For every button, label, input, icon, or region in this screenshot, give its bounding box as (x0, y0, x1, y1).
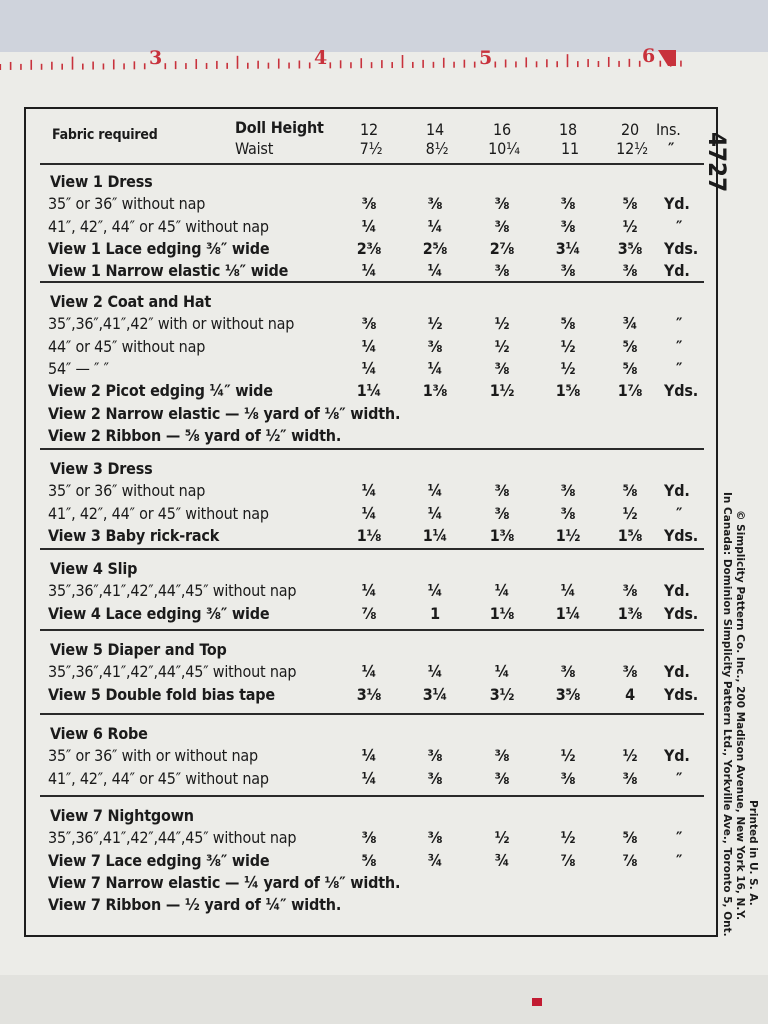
yardage-value: ⅜ (622, 581, 638, 601)
yardage-value: 1⅜ (422, 381, 448, 401)
yardage-value: 1⅝ (555, 381, 581, 401)
doll-height-value: 14 (426, 120, 444, 139)
yardage-unit: ″ (676, 768, 683, 788)
doll-height-value: 16 (493, 120, 511, 139)
tape-number: 5 (479, 47, 493, 69)
row-label: View 5 Double fold bias tape (48, 684, 275, 704)
yardage-value: 3¼ (422, 684, 448, 704)
yardage-unit: Yds. (664, 525, 698, 545)
yardage-value: ¼ (494, 662, 510, 682)
row-label: View 4 Lace edging ⅜″ wide (48, 603, 270, 623)
row-label: 41″, 42″, 44″ or 45″ without nap (48, 768, 269, 788)
yardage-value: ⅜ (494, 358, 510, 378)
row-label: View 2 Picot edging ¼″ wide (48, 381, 273, 401)
yardage-value: ⅜ (494, 194, 510, 214)
section-title: View 5 Diaper and Top (50, 640, 227, 659)
yardage-value: ¼ (361, 261, 377, 281)
row-label: View 2 Narrow elastic — ⅛ yard of ⅛″ width. (48, 403, 401, 423)
yardage-value: ⅝ (560, 314, 576, 334)
yardage-value: ½ (427, 314, 443, 334)
row-label: View 7 Lace edging ⅜″ wide (48, 850, 270, 870)
yardage-value: ⅜ (361, 314, 377, 334)
yardage-value: ⅜ (494, 503, 510, 523)
yardage-value: 1¼ (422, 525, 448, 545)
yardage-value: 1¼ (555, 603, 581, 623)
waist-value: 12½ (616, 139, 648, 158)
yardage-value: ¼ (427, 481, 443, 501)
section-divider (40, 629, 704, 631)
yardage-value: ¼ (427, 662, 443, 682)
section-title: View 2 Coat and Hat (50, 292, 212, 311)
yardage-value: ¼ (361, 336, 377, 356)
yardage-unit: Yd. (664, 194, 690, 214)
yardage-value: ¼ (361, 481, 377, 501)
pattern-number: 4727 (703, 132, 731, 193)
section-divider (40, 795, 704, 797)
yardage-unit: Yd. (664, 261, 690, 281)
doll-height-value: 20 (621, 120, 639, 139)
yardage-unit: ″ (676, 850, 683, 870)
yardage-value: ¼ (427, 216, 443, 236)
yardage-value: ¼ (427, 358, 443, 378)
doll-height-value: 12 (360, 120, 378, 139)
yardage-value: ¼ (361, 581, 377, 601)
yardage-value: ⅜ (494, 216, 510, 236)
yardage-value: 1½ (489, 381, 515, 401)
yardage-value: ¾ (494, 850, 510, 870)
yardage-value: ⅜ (560, 768, 576, 788)
yardage-unit: Yds. (664, 238, 698, 258)
waist-value: 11 (561, 139, 579, 158)
tape-number: 6 (642, 45, 656, 67)
yardage-value: ⅜ (427, 746, 443, 766)
yardage-value: ⅞ (560, 850, 576, 870)
yardage-value: ⅜ (494, 481, 510, 501)
row-label: View 3 Baby rick-rack (48, 525, 220, 545)
yardage-value: 3⅛ (356, 684, 382, 704)
envelope-bottom-edge (0, 975, 768, 1024)
yardage-value: ⅜ (560, 662, 576, 682)
yardage-unit: ″ (676, 336, 683, 356)
yardage-value: ⅜ (622, 662, 638, 682)
row-label: 35″ or 36″ without nap (48, 194, 206, 214)
section-title: View 7 Nightgown (50, 806, 194, 825)
yardage-value: ¼ (494, 581, 510, 601)
yardage-value: ⅜ (494, 746, 510, 766)
yardage-unit: ″ (676, 314, 683, 334)
yardage-value: ½ (494, 828, 510, 848)
yardage-value: ⅜ (560, 503, 576, 523)
yardage-value: ⅝ (622, 336, 638, 356)
red-mark (532, 998, 542, 1006)
yardage-value: 3¼ (555, 238, 581, 258)
yardage-value: ⅝ (622, 828, 638, 848)
waist-value: 7½ (359, 139, 383, 158)
waist-unit: ″ (668, 139, 675, 158)
yardage-unit: Yds. (664, 381, 698, 401)
waist-value: 8½ (425, 139, 449, 158)
yardage-value: 1⅛ (489, 603, 515, 623)
yardage-value: ½ (560, 828, 576, 848)
row-label: View 7 Narrow elastic — ¼ yard of ⅛″ width. (48, 872, 401, 892)
tape-number: 3 (149, 47, 163, 69)
yardage-unit: ″ (676, 828, 683, 848)
yardage-value: ¼ (361, 746, 377, 766)
height-unit: Ins. (656, 120, 681, 139)
row-label: 35″,36″,41″,42″,44″,45″ without nap (48, 662, 297, 682)
yardage-value: ¼ (361, 216, 377, 236)
yardage-value: 1⅞ (617, 381, 643, 401)
section-title: View 4 Slip (50, 559, 138, 578)
waist-value: 10¼ (488, 139, 520, 158)
yardage-value: ½ (560, 358, 576, 378)
row-label: 35″,36″,41″,42″ with or without nap (48, 314, 295, 334)
copyright-notice: © Simplicity Pattern Co. Inc., 200 Madison Avenue, New York 16, N.Y. (734, 510, 746, 921)
section-divider (40, 713, 704, 715)
yardage-value: 1¼ (356, 381, 382, 401)
section-divider (40, 163, 704, 165)
yardage-value: ½ (622, 216, 638, 236)
section-divider (40, 281, 704, 283)
yardage-value: 3½ (489, 684, 515, 704)
yardage-unit: Yd. (664, 746, 690, 766)
yardage-value: 1⅜ (617, 603, 643, 623)
yardage-unit: ″ (676, 358, 683, 378)
yardage-value: ¼ (427, 503, 443, 523)
yardage-value: ⅜ (427, 194, 443, 214)
yardage-value: ⅜ (361, 194, 377, 214)
row-label: View 2 Ribbon — ⅝ yard of ½″ width. (48, 425, 342, 445)
yardage-unit: Yd. (664, 481, 690, 501)
doll-height-label: Doll Height (235, 118, 324, 137)
yardage-unit: ″ (676, 503, 683, 523)
yardage-value: ¼ (361, 358, 377, 378)
yardage-value: ¼ (361, 503, 377, 523)
yardage-value: ⅜ (427, 828, 443, 848)
yardage-value: ½ (494, 314, 510, 334)
yardage-unit: Yds. (664, 684, 698, 704)
yardage-unit: ″ (676, 216, 683, 236)
yardage-value: ¾ (427, 850, 443, 870)
section-title: View 6 Robe (50, 724, 148, 743)
yardage-value: ½ (560, 746, 576, 766)
measuring-tape (0, 44, 768, 78)
row-label: 35″ or 36″ with or without nap (48, 746, 258, 766)
section-divider (40, 548, 704, 550)
yardage-value: ⅜ (560, 216, 576, 236)
yardage-value: 2⅞ (489, 238, 515, 258)
yardage-value: ¼ (361, 662, 377, 682)
row-label: 41″, 42″, 44″ or 45″ without nap (48, 503, 269, 523)
yardage-value: ¾ (622, 314, 638, 334)
row-label: 44″ or 45″ without nap (48, 336, 206, 356)
yardage-value: ⅜ (560, 194, 576, 214)
yardage-value: ⅜ (560, 481, 576, 501)
yardage-value: ⅜ (560, 261, 576, 281)
yardage-value: 1 (430, 603, 440, 623)
yardage-value: 1½ (555, 525, 581, 545)
yardage-value: 1⅝ (617, 525, 643, 545)
yardage-value: 1⅜ (489, 525, 515, 545)
yardage-value: ⅜ (427, 768, 443, 788)
yardage-value: ⅝ (622, 358, 638, 378)
yardage-value: ¼ (560, 581, 576, 601)
yardage-unit: Yd. (664, 581, 690, 601)
yardage-value: ½ (622, 746, 638, 766)
yardage-value: ⅜ (622, 261, 638, 281)
row-label: 54″ — ″ ″ (48, 358, 109, 378)
row-label: 35″,36″,41″,42″,44″,45″ without nap (48, 828, 297, 848)
printed-notice: Printed in U. S. A. (747, 800, 759, 906)
yardage-value: ⅜ (494, 768, 510, 788)
section-title: View 3 Dress (50, 459, 153, 478)
fabric-required-heading: Fabric required (52, 127, 158, 143)
yardage-value: 1⅛ (356, 525, 382, 545)
row-label: 35″,36″,41″,42″,44″,45″ without nap (48, 581, 297, 601)
yardage-value: ½ (622, 503, 638, 523)
yardage-value: ½ (560, 336, 576, 356)
yardage-value: ⅝ (622, 194, 638, 214)
yardage-unit: Yd. (664, 662, 690, 682)
yardage-value: ⅜ (622, 768, 638, 788)
yardage-value: ¼ (361, 768, 377, 788)
yardage-value: ⅜ (361, 828, 377, 848)
yardage-value: ¼ (427, 581, 443, 601)
yardage-value: ⅜ (427, 336, 443, 356)
yardage-value: 3⅝ (617, 238, 643, 258)
yardage-value: ⅝ (622, 481, 638, 501)
row-label: View 1 Narrow elastic ⅛″ wide (48, 261, 289, 281)
row-label: 41″, 42″, 44″ or 45″ without nap (48, 216, 269, 236)
yardage-value: ⅝ (361, 850, 377, 870)
row-label: View 1 Lace edging ⅜″ wide (48, 238, 270, 258)
row-label: View 7 Ribbon — ½ yard of ¼″ width. (48, 895, 342, 915)
yardage-value: 4 (625, 684, 635, 704)
yardage-value: 3⅝ (555, 684, 581, 704)
yardage-value: 2⅝ (422, 238, 448, 258)
yardage-value: ⅞ (361, 603, 377, 623)
doll-height-value: 18 (559, 120, 577, 139)
yardage-value: ½ (494, 336, 510, 356)
yardage-value: ⅜ (494, 261, 510, 281)
section-title: View 1 Dress (50, 172, 153, 191)
canada-notice: In Canada: Dominion Simplicity Pattern Ltd., Yorkville Ave., Toronto 5, Ont. (721, 492, 733, 937)
row-label: 35″ or 36″ without nap (48, 481, 206, 501)
yardage-unit: Yds. (664, 603, 698, 623)
section-divider (40, 448, 704, 450)
tape-number: 4 (314, 47, 328, 69)
waist-label: Waist (235, 139, 274, 158)
yardage-value: ⅞ (622, 850, 638, 870)
yardage-value: 2⅜ (356, 238, 382, 258)
yardage-value: ¼ (427, 261, 443, 281)
